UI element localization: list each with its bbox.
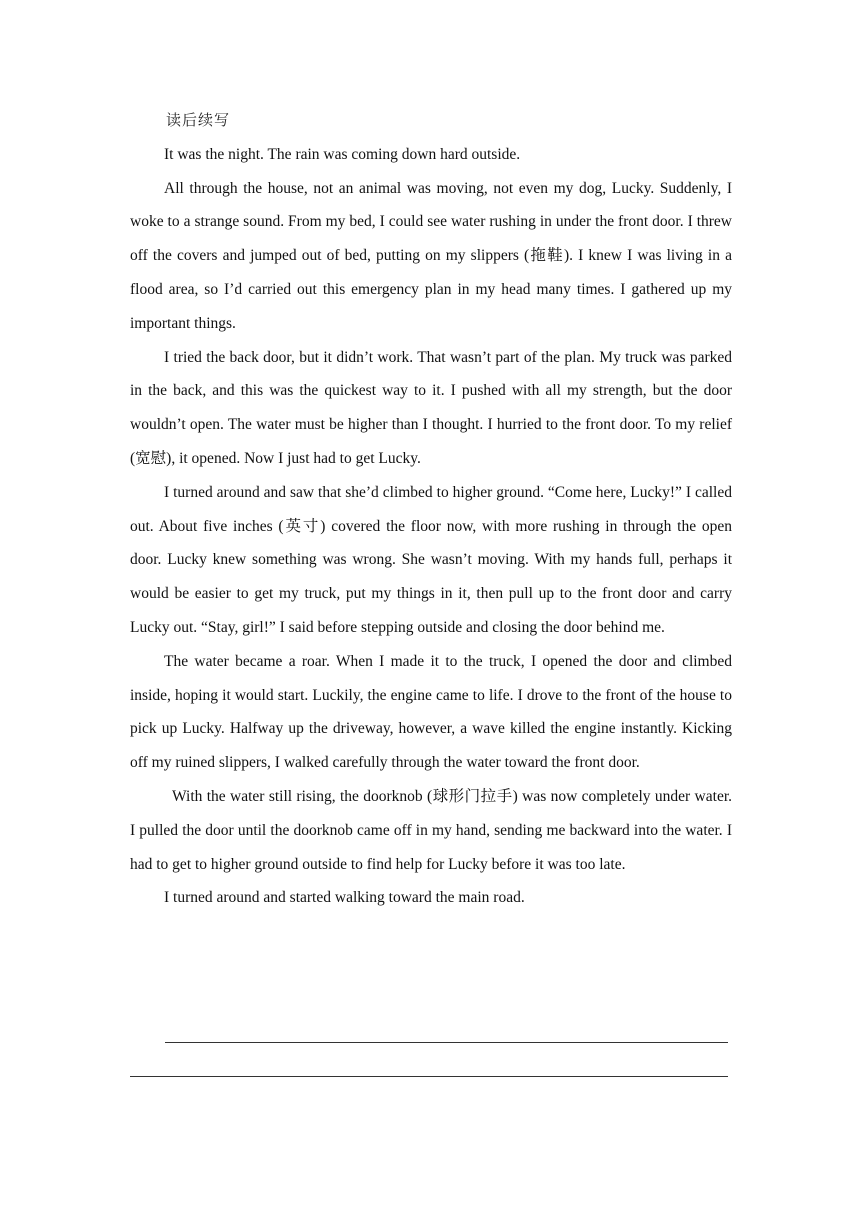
paragraph-6: With the water still rising, the doorknob (球形门拉手) was now completely under water. I pulled the door until the doorknob came off in my hand, sending me backward into the water. I had to get to higher ground outside to find help for Lucky before it was too late. — [130, 787, 732, 873]
section-heading: 读后续写 — [166, 111, 231, 129]
answer-line-2[interactable] — [130, 1076, 728, 1077]
paragraph-4: I turned around and saw that she’d climbed to higher ground. “Come here, Lucky!” I called out. About five inches (英寸) covered the floor now, with more rushing in through the open door. Lucky knew something was wrong. She wasn’t moving. With my hands full, perhaps it would be easier to get my truck, put my things in it, then pull up to the front door and carry Lucky out. “Stay, girl!” I said before stepping outside and closing the door behind me. — [130, 483, 732, 636]
paragraph-3: I tried the back door, but it didn’t work. That wasn’t part of the plan. My truck was parked in the back, and this was the quickest way to it. I pushed with all my strength, but the door wouldn’t open. The water must be higher than I thought. I hurried to the front door. To my relief (宽慰), it opened. Now I just had to get Lucky. — [130, 348, 732, 467]
document-body — [130, 104, 732, 915]
paragraph-7: I turned around and started walking toward the main road. — [164, 889, 525, 907]
paragraph-2: All through the house, not an animal was moving, not even my dog, Lucky. Suddenly, I woke to a strange sound. From my bed, I could see water rushing in under the front door. I threw off the covers and jumped out of bed, putting on my slippers (拖鞋). I knew I was living in a flood area, so I’d carried out this emergency plan in my head many times. I gathered up my important things. — [130, 179, 732, 332]
paragraph-1: It was the night. The rain was coming down hard outside. — [164, 145, 521, 163]
answer-line-1[interactable] — [165, 1042, 728, 1043]
paragraph-5: The water became a roar. When I made it to the truck, I opened the door and climbed inside, hoping it would start. Luckily, the engine came to life. I drove to the front of the house to pick up Lucky. Halfway up the driveway, however, a wave killed the engine instantly. Kicking off my ruined slippers, I walked carefully through the water toward the front door. — [130, 652, 732, 772]
